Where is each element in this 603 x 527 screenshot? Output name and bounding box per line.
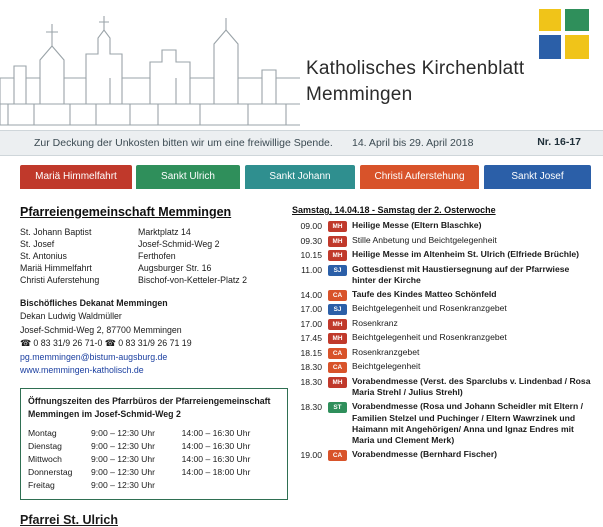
tab-sankt-josef[interactable]: Sankt Josef (484, 165, 591, 189)
event-time: 18.30 (300, 402, 322, 413)
list-item (292, 318, 592, 330)
event-description (352, 289, 592, 300)
tab-christi-auferstehung[interactable]: Christi Auferstehung (360, 165, 479, 189)
dekanat-phone: ☎ 0 83 31/9 26 71-0 ☎ 0 83 31/9 26 71 19 (20, 338, 192, 349)
office-hours-afternoon: 14:00 – 16:30 Uhr (181, 441, 251, 452)
parish-badge: MH (328, 236, 347, 247)
office-hours-box (20, 388, 288, 500)
dekanat-line-2: Josef-Schmid-Weg 2, 87700 Memmingen (20, 324, 182, 335)
table-row (20, 238, 295, 250)
table-row (28, 479, 280, 492)
table-row (20, 250, 295, 262)
event-text: Gottesdienst mit Haustiersegnung auf der Pfarrwiese hinter der Kirche (352, 263, 570, 285)
right-column-schedule (292, 205, 592, 464)
parish-street: Marktplatz 14 (138, 227, 191, 237)
masthead-line-1: Katholisches Kirchenblatt (306, 58, 525, 79)
left-column (20, 205, 295, 527)
list-item (292, 449, 592, 461)
event-description (352, 401, 592, 447)
parish-badge: MH (328, 377, 347, 388)
event-time: 10.15 (300, 250, 322, 260)
table-row (20, 226, 295, 238)
office-hours-day: Donnerstag (28, 467, 73, 478)
event-text: Taufe des Kindes Matteo Schönfeld (352, 288, 497, 299)
event-time: 17.00 (300, 318, 322, 329)
table-row (28, 453, 280, 466)
event-time: 18.15 (300, 347, 322, 358)
kirchenblatt-logo (539, 9, 589, 59)
issue-number: Nr. 16-17 (537, 136, 581, 148)
office-hours-morning: 9:00 – 12:30 Uhr (91, 454, 156, 465)
list-item (292, 235, 592, 247)
office-hours-title-1: Öffnungszeiten des Pfarrbüros der Pfarreiengemeinschaft (28, 396, 271, 407)
event-description (352, 449, 592, 460)
dekanat-website[interactable]: www.memmingen-katholisch.de (20, 365, 144, 376)
section-heading-pfarrei-st-ulrich: Pfarrei St. Ulrich (20, 513, 118, 527)
table-row (28, 440, 280, 453)
office-hours-afternoon: 14:00 – 16:30 Uhr (181, 428, 251, 439)
list-item (292, 332, 592, 344)
parish-name: St. Antonius (20, 251, 67, 261)
parish-badge: ST (328, 402, 347, 413)
page-header (0, 0, 603, 130)
parish-address-table (20, 226, 295, 286)
event-time: 14.00 (300, 289, 322, 300)
dekanat-email[interactable]: pg.memmingen@bistum-augsburg.de (20, 351, 168, 362)
parish-badge: CA (328, 348, 347, 359)
event-time: 17.45 (300, 333, 322, 344)
parish-name: St. Josef (20, 239, 55, 249)
event-description: Rosenkranzgebet (352, 346, 420, 357)
event-description: Beichtgelegenheit (352, 361, 421, 372)
event-time: 11.00 (301, 264, 322, 275)
event-time: 19.00 (300, 450, 322, 461)
schedule-day-heading: Samstag, 14.04.18 - Samstag der 2. Osterwoche (292, 205, 496, 215)
table-row (28, 466, 280, 479)
event-description: Beichtgelegenheit und Rosenkranzgebet (352, 332, 507, 343)
list-item (292, 347, 592, 359)
parish-badge: MH (328, 221, 347, 232)
list-item (292, 401, 592, 447)
office-hours-morning: 9:00 – 12:30 Uhr (91, 467, 156, 478)
event-time: 09.00 (300, 221, 322, 231)
event-time: 17.00 (300, 304, 322, 315)
event-text: Heilige Messe (Eltern Blaschke) (352, 220, 482, 230)
list-item (292, 303, 592, 315)
event-description: Stille Anbetung und Beichtgelegenheit (352, 234, 497, 245)
list-item (292, 220, 592, 232)
list-item (292, 249, 592, 261)
parish-badge: MH (328, 333, 347, 344)
table-row (20, 262, 295, 274)
table-row (28, 427, 280, 440)
list-item (292, 376, 592, 399)
donation-text: Zur Deckung der Unkosten bitten wir um eine freiwillige Spende. (34, 137, 333, 149)
office-hours-title-2: Memmingen im Josef-Schmid-Weg 2 (28, 408, 181, 419)
issue-date-range: 14. April bis 29. April 2018 (352, 137, 474, 149)
masthead-title (306, 58, 524, 106)
parish-badge: MH (328, 319, 347, 330)
parish-badge: MH (328, 250, 347, 261)
table-row (20, 274, 295, 286)
event-text: Heilige Messe im Altenheim St. Ulrich (Elfriede Brüchle) (352, 249, 579, 259)
dekanat-title: Bischöfliches Dekanat Memmingen (20, 298, 168, 308)
section-heading-pfarreiengemeinschaft: Pfarreiengemeinschaft Memmingen (20, 205, 232, 219)
parish-name: Mariä Himmelfahrt (20, 263, 92, 273)
event-text: Vorabendmesse (Rosa und Johann Scheidler mit Eltern / Familien Stelzel und Puchinger / Eltern Wawrzinek und Haimann mit Angehörigen/ Anna und Ignaz Endres mit Maria und Clement Merk) (352, 401, 583, 446)
event-time: 18.30 (300, 376, 322, 387)
office-hours-day: Freitag (28, 480, 55, 491)
parish-name: Christi Auferstehung (20, 275, 100, 285)
parish-street: Josef-Schmid-Weg 2 (138, 239, 220, 249)
dekanat-block (20, 297, 295, 377)
tab-sankt-ulrich[interactable]: Sankt Ulrich (136, 165, 240, 189)
event-description (352, 264, 592, 287)
office-hours-afternoon (182, 479, 280, 492)
list-item (292, 289, 592, 301)
office-hours-day: Mittwoch (28, 454, 62, 465)
event-description (352, 249, 592, 260)
memmingen-skyline-illustration (0, 0, 300, 130)
parish-badge: SJ (328, 304, 347, 315)
event-description: Rosenkranz (352, 317, 398, 328)
event-time: 09.30 (300, 235, 322, 246)
parish-badge: SJ (328, 265, 347, 276)
event-time: 18.30 (300, 362, 322, 373)
office-hours-afternoon: 14:00 – 16:30 Uhr (181, 454, 251, 465)
tab-maria-himmelfahrt[interactable]: Mariä Himmelfahrt (20, 165, 132, 189)
list-item (292, 361, 592, 373)
event-description (352, 376, 592, 399)
office-hours-day: Dienstag (28, 441, 62, 452)
tab-sankt-johann[interactable]: Sankt Johann (245, 165, 355, 189)
event-description: Beichtgelegenheit und Rosenkranzgebet (352, 303, 507, 314)
parish-street: Bischof-von-Ketteler-Platz 2 (138, 275, 248, 285)
event-description (352, 220, 592, 231)
parish-street: Augsburger Str. 16 (138, 263, 212, 273)
parish-name: St. Johann Baptist (20, 227, 92, 237)
office-hours-morning: 9:00 – 12:30 Uhr (91, 441, 156, 452)
parish-street: Ferthofen (138, 251, 176, 261)
parish-badge: CA (328, 290, 347, 301)
list-item (292, 264, 592, 287)
masthead-line-2: Memmingen (306, 84, 413, 105)
parish-tab-bar (0, 165, 603, 189)
parish-badge: CA (328, 450, 347, 461)
parish-badge: CA (328, 362, 347, 373)
office-hours-morning: 9:00 – 12:30 Uhr (91, 480, 156, 491)
donation-stripe (0, 130, 603, 156)
office-hours-day: Montag (28, 428, 57, 439)
event-text: Vorabendmesse (Bernhard Fischer) (352, 449, 498, 460)
office-hours-afternoon: 14:00 – 18:00 Uhr (181, 467, 251, 478)
event-text: Vorabendmesse (Verst. des Sparclubs v. Lindenbad / Rosa Maria Strehl / Julius Strehl) (352, 375, 591, 398)
office-hours-rows (28, 427, 280, 492)
dekanat-line-1: Dekan Ludwig Waldmüller (20, 311, 122, 322)
office-hours-morning: 9:00 – 12:30 Uhr (91, 428, 156, 439)
